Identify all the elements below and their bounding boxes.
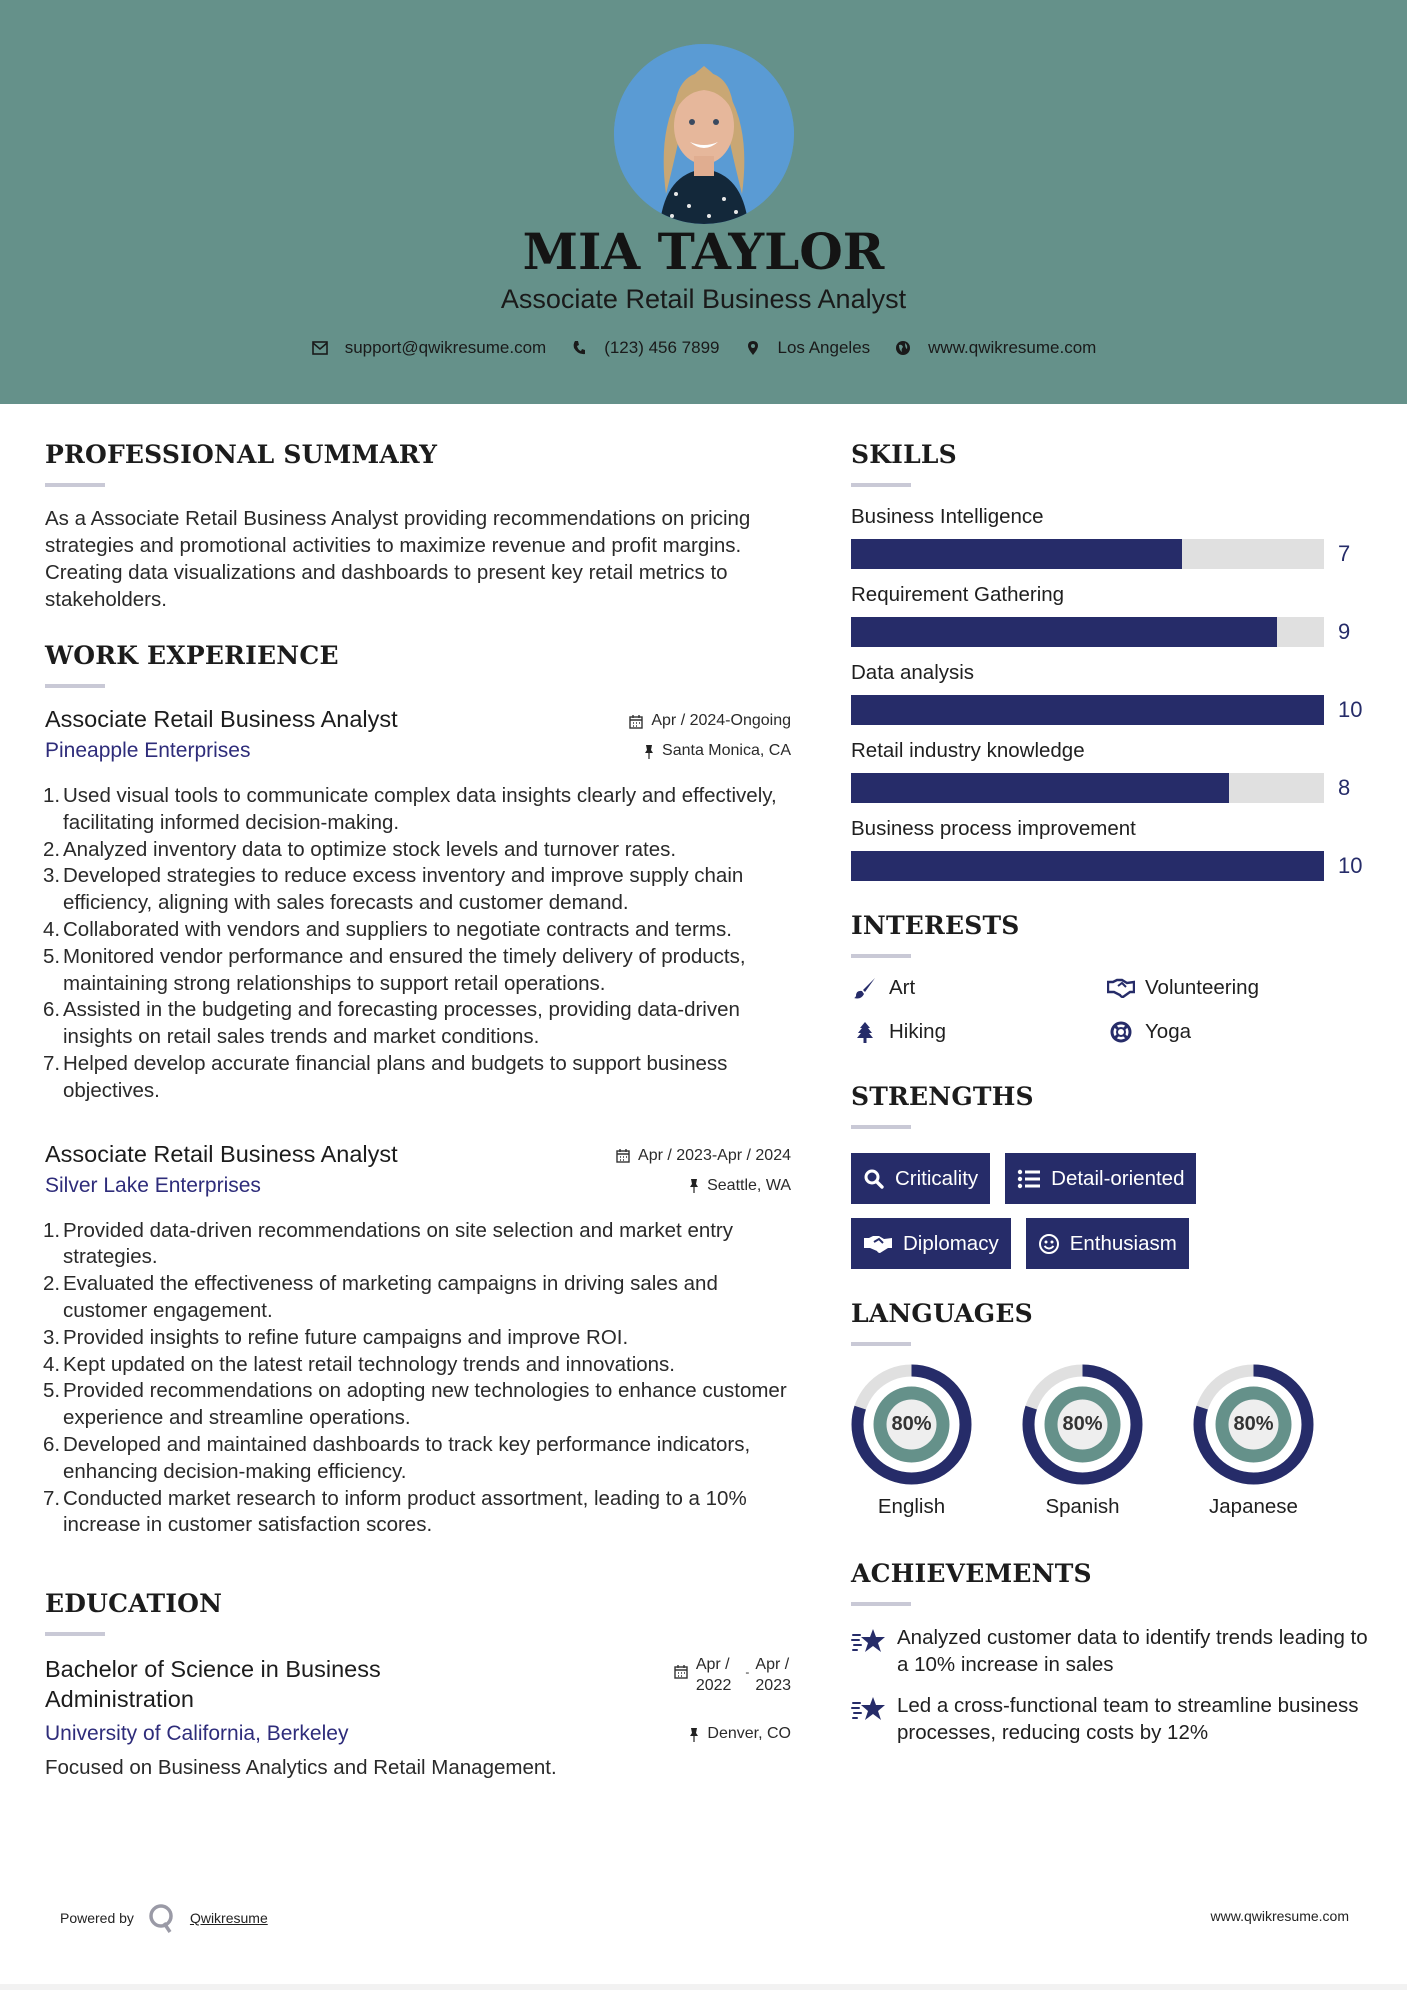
section-heading: LANGUAGES [851,1299,1033,1328]
language-item [1022,1364,1143,1519]
achievement-item [851,1692,1371,1746]
strength-badge: Diplomacy [851,1218,1011,1269]
skill-bar [851,695,1324,725]
section-heading: WORK EXPERIENCE [45,641,339,670]
job-dates-text: Apr / 2024-Ongoing [651,712,791,729]
skill-value: 8 [1338,775,1351,800]
section-heading: EDUCATION [45,1589,223,1619]
resume-header [0,0,1407,404]
language-name: Spanish [1045,1495,1120,1518]
skill-label: Requirement Gathering [851,583,1065,606]
list-item: 7. Helped develop accurate financial plans and budgets to support business objectives. [43,1051,728,1102]
search-icon [863,1168,885,1190]
calendar-icon [629,714,643,729]
handshake-icon [863,1234,893,1254]
page-footer [0,1895,1407,1935]
achievements-section [851,1559,1371,1746]
skill-value: 10 [1338,853,1363,878]
tree-icon [851,1020,879,1044]
skill-label: Business Intelligence [851,505,1044,528]
phone-text: (123) 456 7899 [604,338,720,357]
email-text: support@qwikresume.com [344,338,547,357]
list-icon [1017,1169,1041,1189]
list-item: 3. Provided insights to refine future campaigns and improve ROI. [43,1325,629,1349]
calendar-icon [674,1664,688,1685]
skill-item [851,739,1371,803]
pushpin-icon [689,1727,699,1742]
section-heading: ACHIEVEMENTS [851,1559,1092,1588]
skills-section [851,440,1371,881]
job-dates [616,1147,791,1165]
achievement-text: Analyzed customer data to identify trends leading to a 10% increase in sales [897,1626,1368,1676]
language-name: Japanese [1209,1495,1298,1518]
website-text: www.qwikresume.com [928,338,1097,357]
contact-website[interactable] [894,338,1096,358]
section-divider [45,684,105,688]
end-date: Apr / 2023 [755,1656,791,1695]
list-item: 2. Evaluated the effectiveness of marketing campaigns in driving sales and customer engagement. [43,1272,718,1322]
job-location-text: Santa Monica, CA [662,742,791,759]
section-divider [45,1632,105,1636]
left-column [45,440,791,1780]
list-item: 1. Provided data-driven recommendations on site selection and market entry strategies. [43,1218,734,1269]
profile-photo-illustration [614,44,794,224]
job-dates-text: Apr / 2023-Apr / 2024 [638,1146,791,1164]
smile-icon [1038,1233,1060,1255]
section-divider [851,954,911,958]
summary-text: As a Associate Retail Business Analyst providing recommendations on pricing strategies and promotional activities to maximize revenue and profit margins. Creating data visualizations and dashboards to present key retail metrics to stakeholders. [45,507,751,611]
calendar-icon [616,1148,630,1163]
skill-bar [851,851,1324,881]
job-entry [45,1141,791,1540]
right-column [851,440,1371,1760]
skill-bar [851,617,1324,647]
section-divider [851,483,911,487]
languages-section [851,1299,1371,1519]
contact-location [744,338,871,358]
education-description: Focused on Business Analytics and Retail Management. [45,1756,557,1780]
qwikresume-logo-icon [148,1903,176,1933]
section-divider [45,483,105,487]
profile-photo [614,44,794,224]
skill-item [851,583,1371,647]
language-item [1193,1364,1314,1519]
interest-item: Art [851,976,1107,1000]
contact-phone[interactable] [570,338,719,358]
skill-item [851,661,1371,725]
date-separator: - [745,1665,750,1680]
map-pin-icon [744,339,762,357]
language-progress-ring [1193,1364,1314,1485]
skill-bar [851,773,1324,803]
qwikresume-link[interactable]: Qwikresume [189,1910,268,1926]
section-heading: STRENGTHS [851,1082,1034,1111]
skill-item [851,817,1371,881]
list-item: 5. Provided recommendations on adopting new technologies to enhance customer experience and streamline operations. [43,1379,787,1430]
summary-section [45,440,791,613]
skill-value: 10 [1338,697,1363,722]
envelope-icon [311,339,329,357]
star-icon [851,1626,887,1656]
handshake-icon [1107,976,1135,1000]
degree-title: Bachelor of Science in Business Administration [45,1656,381,1713]
section-heading: PROFESSIONAL SUMMARY [45,440,438,469]
achievement-item [851,1624,1371,1678]
education-dates [674,1654,791,1696]
interest-item: Yoga [1107,1020,1363,1044]
skill-bar [851,539,1324,569]
job-bullets [45,1218,791,1540]
language-progress-ring [1022,1364,1143,1485]
location-text: Los Angeles [777,338,871,357]
strength-badge: Detail-oriented [1005,1153,1196,1204]
strength-badge: Criticality [851,1153,990,1204]
list-item: 4. Collaborated with vendors and suppliers to negotiate contracts and terms. [43,917,732,941]
section-divider [851,1342,911,1346]
life-ring-icon [1107,1020,1135,1044]
language-percent: 80% [1062,1413,1103,1435]
achievement-text: Led a cross-functional team to streamline business processes, reducing costs by 12% [897,1694,1359,1744]
skill-item [851,505,1371,569]
language-progress-ring [851,1364,972,1485]
language-name: English [877,1495,946,1518]
skill-label: Data analysis [851,661,975,684]
company-name: Pineapple Enterprises [45,739,251,762]
powered-by: Powered by Qwikresume [60,1903,268,1933]
skill-value: 9 [1338,619,1351,644]
interests-section [851,911,1371,1044]
start-date: Apr / 2022 [695,1656,732,1695]
list-item: 6. Developed and maintained dashboards to track key performance indicators, enhancing decision-making efficiency. [43,1432,751,1483]
job-title: Associate Retail Business Analyst [45,1140,398,1167]
interest-item: Volunteering [1107,976,1363,1000]
language-percent: 80% [891,1413,932,1435]
list-item: 3. Developed strategies to reduce excess inventory and improve supply chain efficiency, aligning with sales forecasts and customer demand. [43,864,744,915]
contact-bar [0,338,1407,358]
list-item: 6. Assisted in the budgeting and forecasting processes, providing data-driven insights on retail sales trends and market conditions. [43,998,740,1049]
skill-label: Business process improvement [851,817,1136,840]
skill-label: Retail industry knowledge [851,739,1085,762]
education-location: Denver, CO [689,1725,791,1743]
page-bottom-edge [0,1984,1407,1990]
interest-item: Hiking [851,1020,1107,1044]
list-item: 4. Kept updated on the latest retail technology trends and innovations. [43,1352,676,1376]
list-item: 5. Monitored vendor performance and ensured the timely delivery of products, maintaining strong relationships to support retail operations. [43,944,746,995]
school-name: University of California, Berkeley [45,1722,349,1746]
globe-icon [894,339,912,357]
pushpin-icon [689,1178,699,1193]
education-section [45,1589,791,1780]
job-dates [629,712,791,730]
job-location [644,742,791,760]
language-percent: 80% [1233,1413,1274,1435]
company-name: Silver Lake Enterprises [45,1173,261,1197]
list-item: 2. Analyzed inventory data to optimize stock levels and turnover rates. [43,837,677,861]
job-location-text: Seattle, WA [707,1176,791,1194]
job-entry [45,706,791,1105]
strength-badge: Enthusiasm [1026,1218,1189,1269]
job-location [689,1177,791,1195]
skill-value: 7 [1338,541,1351,566]
candidate-title: Associate Retail Business Analyst [500,284,907,314]
phone-icon [570,339,588,357]
section-heading: SKILLS [851,440,957,469]
list-item: 7. Conducted market research to inform product assortment, leading to a 10% increase in customer satisfaction scores. [43,1486,747,1537]
contact-email[interactable] [311,338,547,358]
job-title: Associate Retail Business Analyst [45,706,398,732]
strengths-section [851,1082,1371,1269]
experience-section [45,641,791,1539]
list-item: 1. Used visual tools to communicate complex data insights clearly and effectively, facilitating informed decision-making. [43,784,777,834]
section-divider [851,1602,911,1606]
language-item [851,1364,972,1519]
candidate-name: MIA TAYLOR [522,222,885,281]
section-divider [851,1125,911,1129]
footer-website-link[interactable]: www.qwikresume.com [1210,1908,1349,1924]
pushpin-icon [644,744,654,759]
star-icon [851,1694,887,1724]
paintbrush-icon [851,976,879,1000]
job-bullets [45,783,791,1105]
section-heading: INTERESTS [851,911,1020,940]
